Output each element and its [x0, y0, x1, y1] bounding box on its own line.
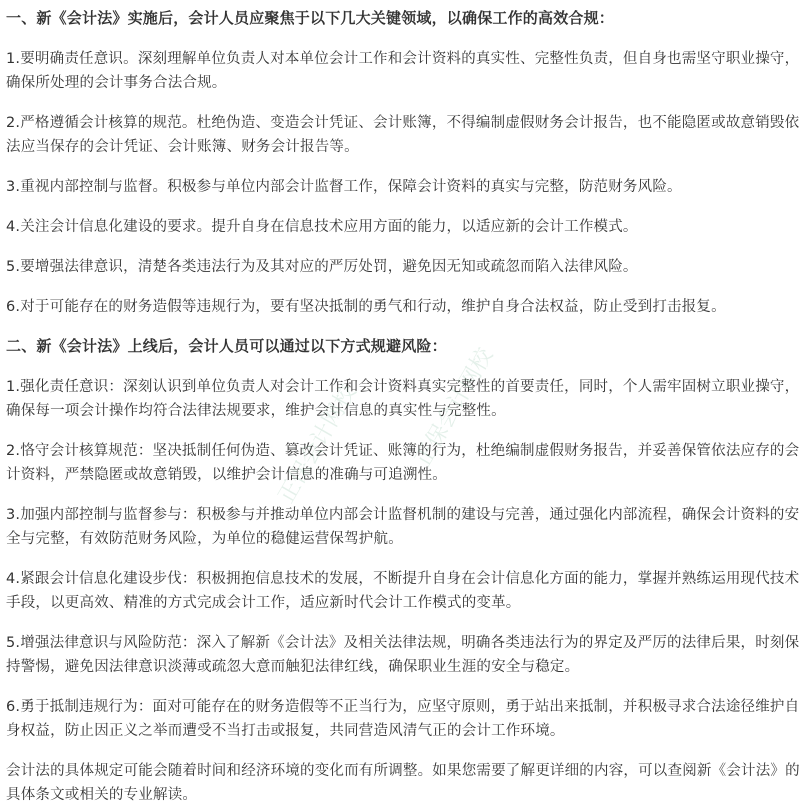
section-2-item-4: 4.紧跟会计信息化建设步伐：积极拥抱信息技术的发展，不断提升自身在会计信息化方面的能力，掌握并熟练运用现代技术手段，以更高效、精准的方式完成会计工作，适应新时代会计工作模式的变革。	[6, 571, 800, 611]
section-2-item-5: 5.增强法律意识与风险防范：深入了解新《会计法》及相关法律法规，明确各类违法行为的界定及严厉的法律后果，时刻保持警惕，避免因法律意识淡薄或疏忽大意而触犯法律红线，确保职业生涯的安全与稳定。	[6, 635, 800, 675]
document-body	[6, 0, 803, 807]
section-1-item-3: 3.重视内部控制与监督。积极参与单位内部会计监督工作，保障会计资料的真实与完整，防范财务风险。	[6, 179, 682, 195]
section-2-item-2: 2.恪守会计核算规范：坚决抵制任何伪造、篡改会计凭证、账簿的行为，杜绝编制虚假财务报告，并妥善保管依法应存的会计资料，严禁隐匿或故意销毁，以维护会计信息的准确与可追溯性。	[6, 443, 800, 483]
section-2-item-1: 1.强化责任意识：深刻认识到单位负责人对会计工作和会计资料真实完整性的首要责任，同时，个人需牢固树立职业操守，确保每一项会计操作均符合法律法规要求，维护会计信息的真实性与完整性。	[6, 379, 800, 419]
section-1-heading: 一、新《会计法》实施后，会计人员应聚焦于以下几大关键领域，以确保工作的高效合规：	[6, 9, 615, 27]
section-1-item-5: 5.要增强法律意识，清楚各类违法行为及其对应的严厉处罚，避免因无知或疏忽而陷入法律风险。	[6, 259, 638, 275]
section-2-item-3: 3.加强内部控制与监督参与：积极参与并推动单位内部会计监督机制的建设与完善，通过强化内部流程，确保会计资料的安全与完整，有效防范财务风险，为单位的稳健运营保驾护航。	[6, 507, 800, 547]
section-1-item-4: 4.关注会计信息化建设的要求。提升自身在信息技术应用方面的能力，以适应新的会计工作模式。	[6, 219, 638, 235]
section-2-heading: 二、新《会计法》上线后，会计人员可以通过以下方式规避风险：	[6, 337, 447, 355]
watermark-text-1: 正保会计网校	[273, 380, 362, 508]
section-1-item-1: 1.要明确责任意识。深刻理解单位负责人对本单位会计工作和会计资料的真实性、完整性负责，但自身也需坚守职业操守，确保所处理的会计事务合法合规。	[6, 51, 800, 91]
section-2-item-6: 6.勇于抵制违规行为：面对可能存在的财务造假等不正当行为，应坚守原则，勇于站出来抵制，并积极寻求合法途径维护自身权益，防止因正义之举而遭受不当打击或报复，共同营造风清气正的会计工作环境。	[6, 699, 800, 739]
closing-paragraph: 会计法的具体规定可能会随着时间和经济环境的变化而有所调整。如果您需要了解更详细的内容，可以查阅新《会计法》的具体条文或相关的专业解读。	[6, 763, 800, 803]
watermark-text-2: 正保会计网校	[410, 344, 499, 471]
section-1-item-6: 6.对于可能存在的财务造假等违规行为，要有坚决抵制的勇气和行动，维护自身合法权益，防止受到打击报复。	[6, 299, 726, 315]
section-1-item-2: 2.严格遵循会计核算的规范。杜绝伪造、变造会计凭证、会计账簿，不得编制虚假财务会计报告，也不能隐匿或故意销毁依法应当保存的会计凭证、会计账簿、财务会计报告等。	[6, 115, 800, 155]
